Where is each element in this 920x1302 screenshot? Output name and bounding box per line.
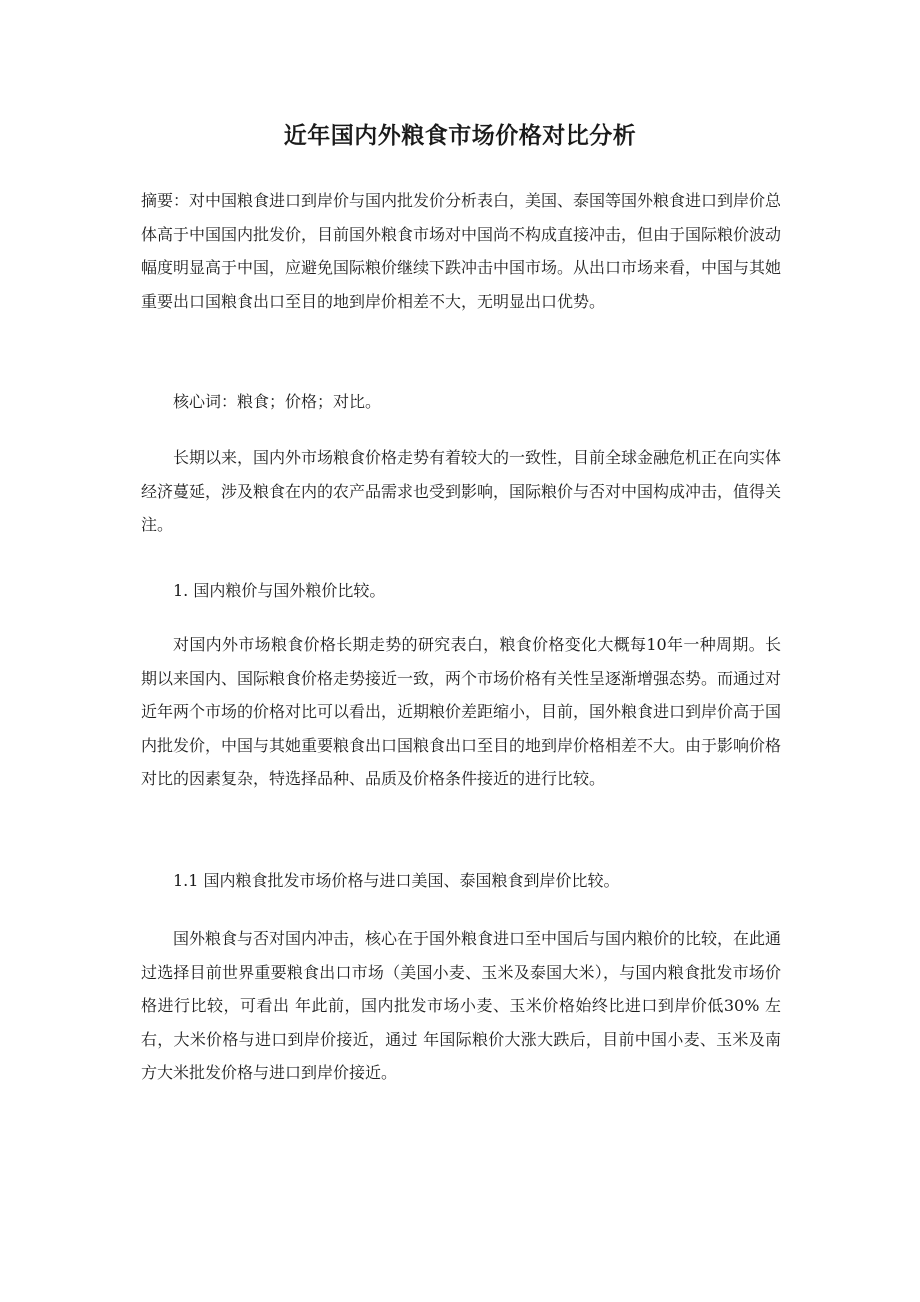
keywords-line: 核心词：粮食；价格；对比。 bbox=[173, 392, 382, 411]
intro-paragraph: 长期以来，国内外市场粮食价格走势有着较大的一致性，目前全球金融危机正在向实体经济蔓延，涉及粮食在内的农产品需求也受到影响，国际粮价与否对中国构成冲击，值得关注。 bbox=[141, 448, 782, 534]
section-1-1-paragraph: 国外粮食与否对国内冲击，核心在于国外粮食进口至中国后与国内粮价的比较，在此通过选择目前世界重要粮食出口市场（美国小麦、玉米及泰国大米），与国内粮食批发市场价格进行比较，可看出 年此前，国内批发市场小麦、玉米价格始终比进口到岸价低30% 左右，大米价格与进口到岸价接近，通过 年国际粮价大涨大跌后，目前中国小麦、玉米及南方大米批发价格与进口到岸价接近。 bbox=[141, 929, 782, 1082]
section-1-heading: 1. 国内粮价与国外粮价比较。 bbox=[173, 581, 386, 600]
section-1-1-heading: 1.1 国内粮食批发市场价格与进口美国、泰国粮食到岸价比较。 bbox=[173, 871, 620, 890]
abstract-paragraph: 摘要：对中国粮食进口到岸价与国内批发价分析表白，美国、泰国等国外粮食进口到岸价总体高于中国国内批发价，目前国外粮食市场对中国尚不构成直接冲击，但由于国际粮价波动幅度明显高于中国，应避免国际粮价继续下跌冲击中国市场。从出口市场来看，中国与其她重要出口国粮食出口至目的地到岸价相差不大，无明显出口优势。 bbox=[141, 191, 782, 311]
document-title: 近年国内外粮食市场价格对比分析 bbox=[283, 122, 637, 149]
section-1-paragraph: 对国内外市场粮食价格长期走势的研究表白，粮食价格变化大概每10年一种周期。长期以来国内、国际粮食价格走势接近一致，两个市场价格有关性呈逐渐增强态势。而通过对近年两个市场的价格对比可以看出，近期粮价差距缩小，目前，国外粮食进口到岸价高于国内批发价，中国与其她重要粮食出口国粮食出口至目的地到岸价格相差不大。由于影响价格对比的因素复杂，特选择品种、品质及价格条件接近的进行比较。 bbox=[141, 635, 782, 788]
